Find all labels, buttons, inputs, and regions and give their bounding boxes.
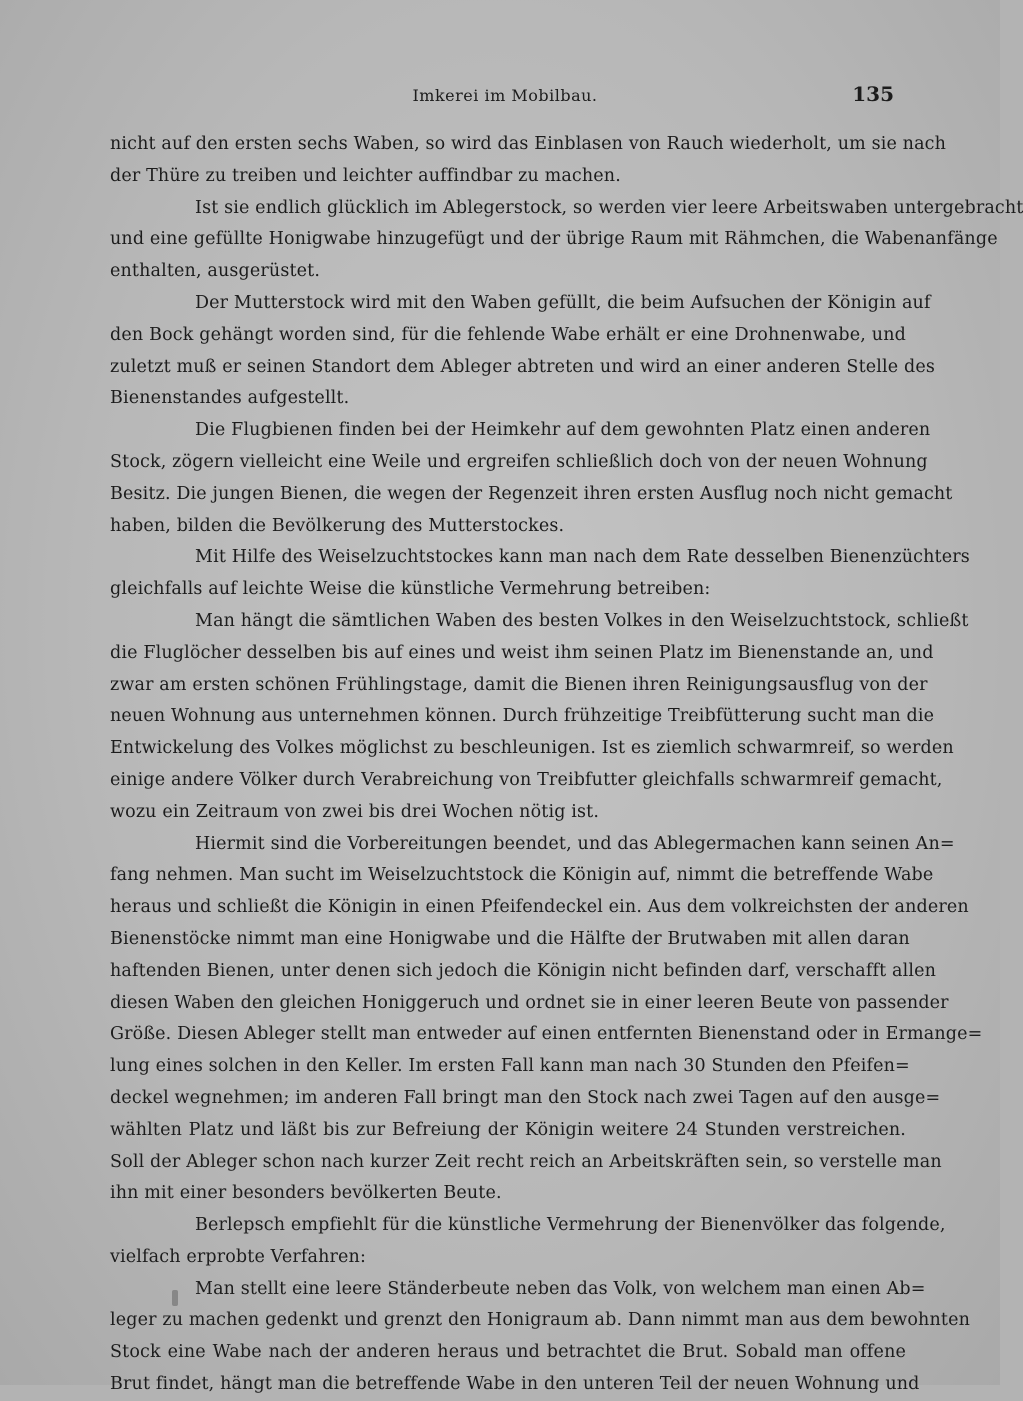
running-head: Imkerei im Mobilbau. [412,86,598,105]
text-line: Die Flugbienen finden bei der Heimkehr auf dem gewohnten Platz einen anderen [195,420,931,441]
text-line: Größe. Diesen Ableger stellt man entweder auf einen entfernten Bienenstand oder in Ermange= [110,1024,983,1045]
text-line: zwar am ersten schönen Frühlingstage, damit die Bienen ihren Reinigungsausflug von der [110,674,928,695]
text-line: diesen Waben den gleichen Honiggeruch und ordnet sie in einer leeren Beute von passender [110,992,949,1013]
text-line: wählten Platz und läßt bis zur Befreiung der Königin weitere 24 Stunden verstreichen. [110,1119,906,1140]
text-line: Hiermit sind die Vorbereitungen beendet, und das Ablegermachen kann seinen An= [195,833,955,854]
text-line: haben, bilden die Bevölkerung des Mutterstockes. [110,515,565,536]
text-line: Bienenstöcke nimmt man eine Honigwabe und die Hälfte der Brutwaben mit allen daran [110,928,910,949]
text-line: lung eines solchen in den Keller. Im ersten Fall kann man nach 30 Stunden den Pfeifen= [110,1056,910,1077]
text-line: heraus und schließt die Königin in einen Pfeifendeckel ein. Aus dem volkreichsten der anderen [110,897,969,918]
text-line: der Thüre zu treiben und leichter auffindbar zu machen. [110,165,621,186]
text-line: den Bock gehängt worden sind, für die fehlende Wabe erhält er eine Drohnenwabe, und [110,324,906,345]
text-line: gleichfalls auf leichte Weise die künstliche Vermehrung betreiben: [110,579,711,600]
text-line: Soll der Ableger schon nach kurzer Zeit recht reich an Arbeitskräften sein, so verstelle man [110,1151,942,1172]
ink-speck [172,1290,178,1306]
text-line: zuletzt muß er seinen Standort dem Ableger abtreten und wird an einer anderen Stelle des [110,356,935,377]
text-line: fang nehmen. Man sucht im Weiselzuchtstock die Königin auf, nimmt die betreffende Wabe [110,865,934,886]
text-line: Berlepsch empfiehlt für die künstliche Vermehrung der Bienenvölker das folgende, [195,1215,946,1236]
page-number: 135 [852,82,894,106]
text-line: Besitz. Die jungen Bienen, die wegen der Regenzeit ihren ersten Ausflug noch nicht gemacht [110,483,953,504]
text-line: vielfach erprobte Verfahren: [110,1246,366,1267]
text-line: leger zu machen gedenkt und grenzt den Honigraum ab. Dann nimmt man aus dem bewohnten [110,1310,971,1331]
text-line: haftenden Bienen, unter denen sich jedoch die Königin nicht befinden darf, verschafft allen [110,960,937,981]
text-line: Brut findet, hängt man die betreffende Wabe in den unteren Teil der neuen Wohnung und [110,1374,920,1395]
body-text [110,129,1023,1401]
text-line: Mit Hilfe des Weiselzuchtstockes kann man nach dem Rate desselben Bienenzüchters [195,547,970,568]
text-line: Man stellt eine leere Ständerbeute neben das Volk, von welchem man einen Ab= [195,1278,926,1299]
text-line: enthalten, ausgerüstet. [110,261,321,282]
text-line: Stock, zögern vielleicht eine Weile und ergreifen schließlich doch von der neuen Wohnung [110,451,928,472]
text-line: und eine gefüllte Honigwabe hinzugefügt und der übrige Raum mit Rähmchen, die Wabenanfänge [110,229,998,250]
text-line: Der Mutterstock wird mit den Waben gefüllt, die beim Aufsuchen der Königin auf [195,292,931,313]
page-header [110,82,900,112]
text-line: Bienenstandes aufgestellt. [110,388,350,409]
text-line: deckel wegnehmen; im anderen Fall bringt man den Stock nach zwei Tagen auf den ausge= [110,1087,941,1108]
text-line: Ist sie endlich glücklich im Ablegerstock, so werden vier leere Arbeitswaben untergebracht [195,197,1023,218]
text-line: Man hängt die sämtlichen Waben des besten Volkes in den Weiselzuchtstock, schließt [195,610,969,631]
text-line: neuen Wohnung aus unternehmen können. Durch frühzeitige Treibfütterung sucht man die [110,706,935,727]
text-line: ihn mit einer besonders bevölkerten Beute. [110,1183,502,1204]
text-line: Stock eine Wabe nach der anderen heraus und betrachtet die Brut. Sobald man offene [110,1342,906,1363]
text-line: wozu ein Zeitraum von zwei bis drei Wochen nötig ist. [110,801,600,822]
text-line: einige andere Völker durch Verabreichung von Treibfutter gleichfalls schwarmreif gemacht, [110,769,943,790]
text-line: Entwickelung des Volkes möglichst zu beschleunigen. Ist es ziemlich schwarmreif, so werden [110,738,954,759]
text-line: nicht auf den ersten sechs Waben, so wird das Einblasen von Rauch wiederholt, um sie nach [110,134,947,154]
text-line: die Fluglöcher desselben bis auf eines und weist ihm seinen Platz im Bienenstande an, und [110,642,934,663]
